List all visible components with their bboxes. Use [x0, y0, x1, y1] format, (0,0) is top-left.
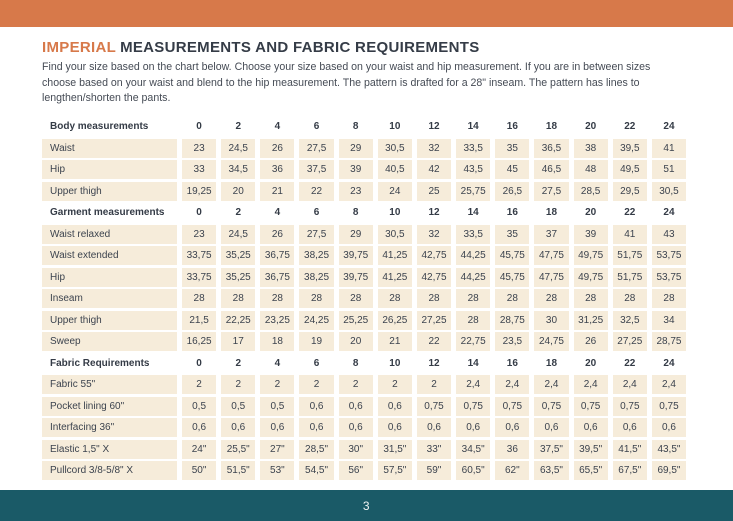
table-row [42, 160, 686, 179]
value-cell: 0,6 [221, 418, 255, 437]
table-row [42, 246, 686, 265]
value-cell: 28 [339, 289, 373, 308]
value-cell: 32 [417, 225, 451, 244]
value-cell: 0,6 [378, 397, 412, 416]
size-header-cell: 16 [506, 121, 518, 133]
row-label: Interfacing 36" [42, 418, 177, 437]
value-cell: 56" [339, 461, 373, 480]
size-header-cell: 20 [585, 357, 597, 369]
value-cell: 38,25 [299, 246, 333, 265]
value-cell: 45,75 [495, 246, 529, 265]
value-cell: 25 [417, 182, 451, 201]
value-cell: 41 [652, 139, 686, 158]
value-cell: 67,5" [613, 461, 647, 480]
table-row [42, 139, 686, 158]
value-cell: 29 [339, 225, 373, 244]
value-cell: 49,5 [613, 160, 647, 179]
value-cell: 35 [495, 139, 529, 158]
value-cell: 43,5" [652, 440, 686, 459]
value-cell: 0,6 [260, 418, 294, 437]
value-cell: 23,25 [260, 311, 294, 330]
value-cell: 35,25 [221, 246, 255, 265]
measurements-table [42, 117, 686, 480]
value-cell: 21 [260, 182, 294, 201]
size-header-cell: 8 [352, 207, 359, 219]
page-content [0, 27, 733, 480]
section-header-label: Fabric Requirements [50, 357, 150, 369]
value-cell: 60,5" [456, 461, 490, 480]
value-cell: 36,75 [260, 268, 294, 287]
value-cell: 63,5" [534, 461, 568, 480]
page-title-rest: MEASUREMENTS AND FABRIC REQUIREMENTS [120, 39, 480, 56]
size-header-cell: 20 [585, 207, 597, 219]
value-cell: 2,4 [534, 375, 568, 394]
size-header-cell: 4 [274, 207, 281, 219]
value-cell: 23,5 [495, 332, 529, 351]
size-header-cell: 24 [663, 207, 675, 219]
row-label: Sweep [42, 332, 177, 351]
value-cell: 51 [652, 160, 686, 179]
table-row [42, 311, 686, 330]
value-cell: 0,6 [182, 418, 216, 437]
size-header-cell: 22 [624, 121, 636, 133]
value-cell: 39,75 [339, 268, 373, 287]
size-header-cell: 2 [235, 357, 242, 369]
value-cell: 0,6 [417, 418, 451, 437]
size-header-cell: 20 [585, 121, 597, 133]
row-label: Upper thigh [42, 182, 177, 201]
value-cell: 62" [495, 461, 529, 480]
value-cell: 27,25 [417, 311, 451, 330]
value-cell: 28,5 [574, 182, 608, 201]
section-header-label: Garment measurements [50, 207, 165, 219]
value-cell: 30" [339, 440, 373, 459]
value-cell: 36,5 [534, 139, 568, 158]
value-cell: 39,75 [339, 246, 373, 265]
value-cell: 37,5" [534, 440, 568, 459]
value-cell: 28 [378, 289, 412, 308]
size-header-cell: 4 [274, 121, 281, 133]
value-cell: 34 [652, 311, 686, 330]
value-cell: 28 [613, 289, 647, 308]
value-cell: 28 [182, 289, 216, 308]
size-header-cell: 18 [545, 207, 558, 219]
table-row [42, 461, 686, 480]
table-row [42, 397, 686, 416]
value-cell: 47,75 [534, 268, 568, 287]
value-cell: 27,5 [299, 139, 333, 158]
value-cell: 0,6 [339, 397, 373, 416]
value-cell: 2,4 [495, 375, 529, 394]
value-cell: 41,25 [378, 268, 412, 287]
value-cell: 28,75 [652, 332, 686, 351]
value-cell: 36,75 [260, 246, 294, 265]
value-cell: 0,75 [534, 397, 568, 416]
section-header-row [42, 117, 686, 136]
row-label: Inseam [42, 289, 177, 308]
value-cell: 17 [221, 332, 255, 351]
value-cell: 36 [260, 160, 294, 179]
row-label: Pullcord 3/8-5/8" X [42, 461, 177, 480]
size-header-cell: 0 [196, 207, 202, 219]
value-cell: 0,6 [613, 418, 647, 437]
size-header-cell: 12 [428, 357, 440, 369]
value-cell: 42,75 [417, 246, 451, 265]
value-cell: 28 [456, 311, 490, 330]
value-cell: 22,75 [456, 332, 490, 351]
value-cell: 49,75 [574, 246, 608, 265]
value-cell: 22 [299, 182, 333, 201]
value-cell: 53,75 [652, 268, 686, 287]
value-cell: 42 [417, 160, 451, 179]
value-cell: 51,5" [221, 461, 255, 480]
row-label: Fabric 55" [42, 375, 177, 394]
value-cell: 0,6 [652, 418, 686, 437]
value-cell: 27,5 [299, 225, 333, 244]
row-label: Waist [42, 139, 177, 158]
value-cell: 0,6 [456, 418, 490, 437]
value-cell: 33,75 [182, 268, 216, 287]
value-cell: 30 [534, 311, 568, 330]
size-header-cell: 12 [428, 121, 440, 133]
value-cell: 53,75 [652, 246, 686, 265]
value-cell: 0,6 [339, 418, 373, 437]
value-cell: 20 [221, 182, 255, 201]
value-cell: 24,75 [534, 332, 568, 351]
size-header-cell: 24 [663, 121, 675, 133]
value-cell: 16,25 [182, 332, 216, 351]
value-cell: 57,5" [378, 461, 412, 480]
value-cell: 42,75 [417, 268, 451, 287]
value-cell: 21 [378, 332, 412, 351]
value-cell: 0,6 [378, 418, 412, 437]
value-cell: 2 [299, 375, 333, 394]
size-header-cell: 14 [467, 121, 479, 133]
value-cell: 45,75 [495, 268, 529, 287]
value-cell: 28 [299, 289, 333, 308]
value-cell: 37 [534, 225, 568, 244]
value-cell: 25,25 [339, 311, 373, 330]
value-cell: 2,4 [574, 375, 608, 394]
value-cell: 59" [417, 461, 451, 480]
value-cell: 2 [260, 375, 294, 394]
value-cell: 38 [574, 139, 608, 158]
size-header-cell: 12 [428, 207, 440, 219]
value-cell: 28 [417, 289, 451, 308]
value-cell: 0,75 [574, 397, 608, 416]
value-cell: 35,25 [221, 268, 255, 287]
row-label: Waist relaxed [42, 225, 177, 244]
value-cell: 24,5 [221, 225, 255, 244]
size-header-cell: 10 [389, 207, 401, 219]
value-cell: 29 [339, 139, 373, 158]
value-cell: 39 [574, 225, 608, 244]
value-cell: 2,4 [652, 375, 686, 394]
value-cell: 19 [299, 332, 333, 351]
table-row [42, 225, 686, 244]
value-cell: 33 [182, 160, 216, 179]
value-cell: 28,5" [299, 440, 333, 459]
value-cell: 33,5 [456, 225, 490, 244]
value-cell: 31,25 [574, 311, 608, 330]
value-cell: 41,5" [613, 440, 647, 459]
value-cell: 26 [260, 225, 294, 244]
size-header-cell: 10 [389, 357, 401, 369]
value-cell: 41,25 [378, 246, 412, 265]
value-cell: 2 [182, 375, 216, 394]
size-header-cell: 6 [313, 121, 320, 133]
size-header-cell: 0 [196, 357, 202, 369]
value-cell: 32,5 [613, 311, 647, 330]
table-row [42, 268, 686, 287]
value-cell: 69,5" [652, 461, 686, 480]
page-title [42, 39, 686, 56]
value-cell: 49,75 [574, 268, 608, 287]
size-header-cell: 14 [467, 357, 479, 369]
value-cell: 39 [339, 160, 373, 179]
value-cell: 22,25 [221, 311, 255, 330]
value-cell: 50" [182, 461, 216, 480]
value-cell: 2 [221, 375, 255, 394]
value-cell: 0,75 [652, 397, 686, 416]
size-header-cell: 18 [545, 121, 558, 133]
value-cell: 33,5 [456, 139, 490, 158]
value-cell: 31,5" [378, 440, 412, 459]
size-header-cell: 8 [352, 121, 359, 133]
value-cell: 0,6 [299, 418, 333, 437]
top-accent-bar [0, 0, 733, 27]
value-cell: 0,75 [495, 397, 529, 416]
value-cell: 2 [339, 375, 373, 394]
value-cell: 23 [182, 225, 216, 244]
value-cell: 27" [260, 440, 294, 459]
size-header-cell: 16 [506, 357, 518, 369]
value-cell: 25,75 [456, 182, 490, 201]
size-header-cell: 22 [624, 207, 636, 219]
page-number: 3 [362, 498, 371, 513]
value-cell: 28,75 [495, 311, 529, 330]
value-cell: 26 [574, 332, 608, 351]
value-cell: 36 [495, 440, 529, 459]
value-cell: 26,5 [495, 182, 529, 201]
value-cell: 47,75 [534, 246, 568, 265]
table-row [42, 440, 686, 459]
section-header-label: Body measurements [50, 121, 149, 133]
value-cell: 39,5 [613, 139, 647, 158]
size-header-cell: 14 [467, 207, 479, 219]
value-cell: 48 [574, 160, 608, 179]
size-header-cell: 10 [389, 121, 401, 133]
value-cell: 0,75 [417, 397, 451, 416]
value-cell: 34,5" [456, 440, 490, 459]
row-label: Hip [42, 160, 177, 179]
footer-bar [0, 490, 733, 521]
value-cell: 26,25 [378, 311, 412, 330]
value-cell: 40,5 [378, 160, 412, 179]
value-cell: 28 [574, 289, 608, 308]
value-cell: 30,5 [652, 182, 686, 201]
value-cell: 28 [456, 289, 490, 308]
page-title-highlight: IMPERIAL [42, 39, 117, 56]
value-cell: 24,25 [299, 311, 333, 330]
value-cell: 53" [260, 461, 294, 480]
value-cell: 46,5 [534, 160, 568, 179]
size-header-cell: 0 [196, 121, 202, 133]
value-cell: 25,5" [221, 440, 255, 459]
value-cell: 28 [260, 289, 294, 308]
size-header-cell: 8 [352, 357, 359, 369]
value-cell: 30,5 [378, 225, 412, 244]
table-row [42, 289, 686, 308]
row-label: Elastic 1,5" X [42, 440, 177, 459]
size-header-cell: 2 [235, 207, 242, 219]
value-cell: 20 [339, 332, 373, 351]
value-cell: 30,5 [378, 139, 412, 158]
value-cell: 21,5 [182, 311, 216, 330]
value-cell: 37,5 [299, 160, 333, 179]
value-cell: 26 [260, 139, 294, 158]
value-cell: 2,4 [613, 375, 647, 394]
value-cell: 34,5 [221, 160, 255, 179]
value-cell: 54,5" [299, 461, 333, 480]
value-cell: 33" [417, 440, 451, 459]
value-cell: 0,5 [182, 397, 216, 416]
value-cell: 38,25 [299, 268, 333, 287]
value-cell: 24" [182, 440, 216, 459]
row-label: Pocket lining 60" [42, 397, 177, 416]
size-header-cell: 2 [235, 121, 242, 133]
value-cell: 0,6 [534, 418, 568, 437]
value-cell: 0,6 [299, 397, 333, 416]
section-header-row [42, 203, 686, 222]
value-cell: 27,25 [613, 332, 647, 351]
value-cell: 0,5 [221, 397, 255, 416]
row-label: Hip [42, 268, 177, 287]
value-cell: 51,75 [613, 268, 647, 287]
value-cell: 2 [378, 375, 412, 394]
value-cell: 28 [495, 289, 529, 308]
value-cell: 22 [417, 332, 451, 351]
value-cell: 18 [260, 332, 294, 351]
size-header-cell: 6 [313, 207, 320, 219]
value-cell: 0,6 [574, 418, 608, 437]
value-cell: 2,4 [456, 375, 490, 394]
value-cell: 43 [652, 225, 686, 244]
size-header-cell: 4 [274, 357, 281, 369]
value-cell: 24,5 [221, 139, 255, 158]
table-row [42, 375, 686, 394]
section-header-row [42, 354, 686, 373]
value-cell: 24 [378, 182, 412, 201]
row-label: Waist extended [42, 246, 177, 265]
value-cell: 39,5" [574, 440, 608, 459]
value-cell: 23 [182, 139, 216, 158]
table-row [42, 182, 686, 201]
value-cell: 19,25 [182, 182, 216, 201]
value-cell: 2 [417, 375, 451, 394]
size-header-cell: 24 [663, 357, 675, 369]
value-cell: 28 [652, 289, 686, 308]
row-label: Upper thigh [42, 311, 177, 330]
size-header-cell: 16 [506, 207, 518, 219]
size-header-cell: 18 [545, 357, 558, 369]
value-cell: 43,5 [456, 160, 490, 179]
value-cell: 35 [495, 225, 529, 244]
value-cell: 65,5" [574, 461, 608, 480]
value-cell: 29,5 [613, 182, 647, 201]
value-cell: 23 [339, 182, 373, 201]
value-cell: 44,25 [456, 246, 490, 265]
value-cell: 28 [221, 289, 255, 308]
value-cell: 41 [613, 225, 647, 244]
value-cell: 28 [534, 289, 568, 308]
value-cell: 45 [495, 160, 529, 179]
size-header-cell: 6 [313, 357, 320, 369]
table-row [42, 418, 686, 437]
value-cell: 0,6 [495, 418, 529, 437]
value-cell: 32 [417, 139, 451, 158]
value-cell: 27,5 [534, 182, 568, 201]
value-cell: 0,5 [260, 397, 294, 416]
value-cell: 51,75 [613, 246, 647, 265]
value-cell: 33,75 [182, 246, 216, 265]
intro-text: Find your size based on the chart below. Choose your size based on your waist and hip measurement. If you are in between sizes choose based on your waist and blend to the hip measurement. The pattern is drafted for a 28" inseam. The pattern has lines to lengthen/shorten the pants. [42, 61, 651, 105]
value-cell: 0,75 [456, 397, 490, 416]
size-header-cell: 22 [624, 357, 636, 369]
value-cell: 44,25 [456, 268, 490, 287]
value-cell: 0,75 [613, 397, 647, 416]
table-row [42, 332, 686, 351]
